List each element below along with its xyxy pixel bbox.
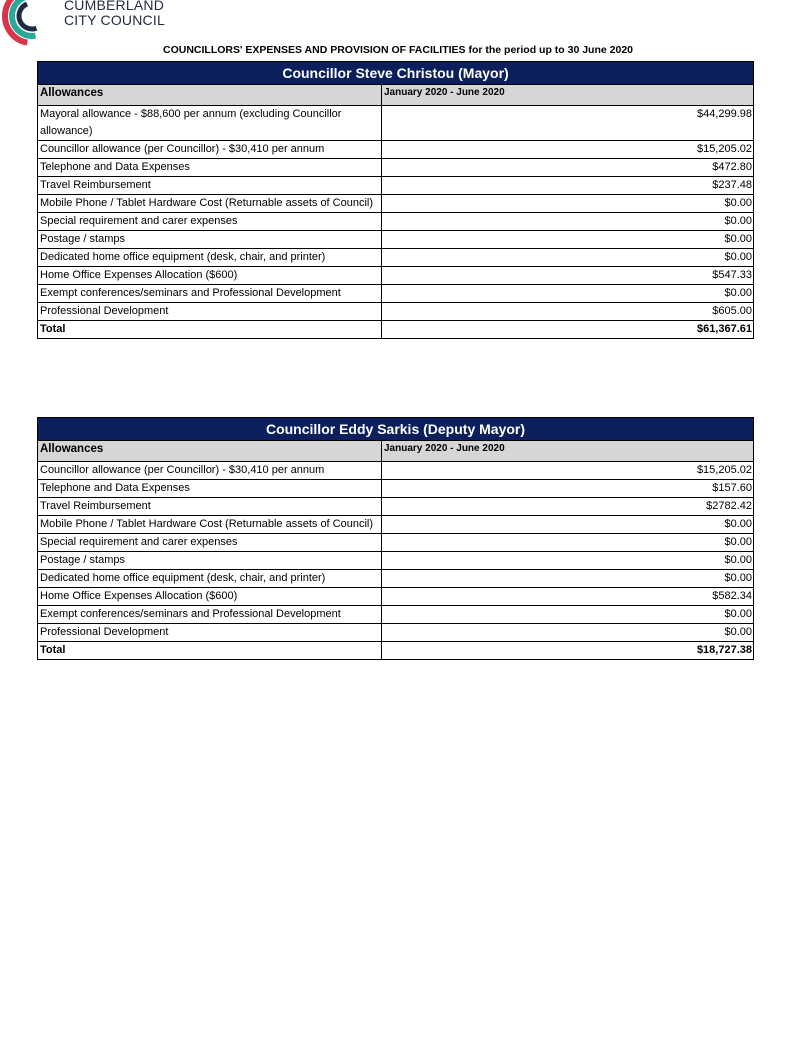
row-label: Postage / stamps <box>38 552 382 570</box>
row-label: Mobile Phone / Tablet Hardware Cost (Returnable assets of Council) <box>38 195 382 213</box>
row-label: Home Office Expenses Allocation ($600) <box>38 267 382 285</box>
table-row <box>38 285 754 303</box>
total-row <box>38 321 754 339</box>
row-label: Telephone and Data Expenses <box>38 480 382 498</box>
council-name <box>64 0 165 28</box>
column-header-allowances: Allowances <box>38 441 382 462</box>
row-label: Telephone and Data Expenses <box>38 159 382 177</box>
row-amount: $44,299.98 <box>382 106 754 141</box>
row-amount: $0.00 <box>382 534 754 552</box>
row-amount: $472.80 <box>382 159 754 177</box>
councillor-heading: Councillor Steve Christou (Mayor) <box>38 62 754 85</box>
table-row <box>38 106 754 141</box>
row-label: Special requirement and carer expenses <box>38 534 382 552</box>
section-mayor <box>37 61 753 339</box>
total-amount: $61,367.61 <box>382 321 754 339</box>
row-label: Dedicated home office equipment (desk, chair, and printer) <box>38 570 382 588</box>
row-amount: $605.00 <box>382 303 754 321</box>
expenses-table-mayor <box>37 61 754 339</box>
table-row <box>38 534 754 552</box>
row-label: Home Office Expenses Allocation ($600) <box>38 588 382 606</box>
table-row <box>38 516 754 534</box>
row-label: Exempt conferences/seminars and Professional Development <box>38 606 382 624</box>
row-label: Exempt conferences/seminars and Professional Development <box>38 285 382 303</box>
row-amount: $582.34 <box>382 588 754 606</box>
total-label: Total <box>38 642 382 660</box>
council-name-line1: CUMBERLAND <box>64 0 165 13</box>
row-amount: $157.60 <box>382 480 754 498</box>
row-amount: $0.00 <box>382 213 754 231</box>
table-row <box>38 552 754 570</box>
row-label: Professional Development <box>38 624 382 642</box>
row-amount: $2782.42 <box>382 498 754 516</box>
column-header-allowances: Allowances <box>38 85 382 106</box>
councillor-heading: Councillor Eddy Sarkis (Deputy Mayor) <box>38 418 754 441</box>
row-amount: $0.00 <box>382 624 754 642</box>
expenses-table-deputy-mayor <box>37 417 754 660</box>
document-title: COUNCILLORS' EXPENSES AND PROVISION OF FACILITIES for the period up to 30 June 2020 <box>162 44 633 56</box>
table-row <box>38 570 754 588</box>
table-row <box>38 267 754 285</box>
row-amount: $0.00 <box>382 570 754 588</box>
row-label: Travel Reimbursement <box>38 498 382 516</box>
council-name-line2: CITY COUNCIL <box>64 12 165 28</box>
table-row <box>38 480 754 498</box>
council-logo <box>0 0 170 46</box>
table-row <box>38 141 754 159</box>
table-row <box>38 606 754 624</box>
section-deputy-mayor <box>37 417 753 660</box>
row-amount: $0.00 <box>382 195 754 213</box>
council-logo-mark-icon <box>0 0 64 48</box>
row-amount: $0.00 <box>382 285 754 303</box>
row-amount: $15,205.02 <box>382 462 754 480</box>
table-row <box>38 213 754 231</box>
table-row <box>38 498 754 516</box>
column-header-period: January 2020 - June 2020 <box>382 85 754 106</box>
row-label: Mayoral allowance - $88,600 per annum (excluding Councillor allowance) <box>38 106 382 141</box>
row-label: Postage / stamps <box>38 231 382 249</box>
table-row <box>38 624 754 642</box>
row-label: Professional Development <box>38 303 382 321</box>
row-amount: $237.48 <box>382 177 754 195</box>
total-amount: $18,727.38 <box>382 642 754 660</box>
table-row <box>38 195 754 213</box>
table-row <box>38 588 754 606</box>
row-amount: $15,205.02 <box>382 141 754 159</box>
row-amount: $547.33 <box>382 267 754 285</box>
table-row <box>38 249 754 267</box>
total-label: Total <box>38 321 382 339</box>
row-amount: $0.00 <box>382 552 754 570</box>
column-header-period: January 2020 - June 2020 <box>382 441 754 462</box>
table-row <box>38 177 754 195</box>
row-label: Councillor allowance (per Councillor) - $30,410 per annum <box>38 462 382 480</box>
row-label: Travel Reimbursement <box>38 177 382 195</box>
table-row <box>38 303 754 321</box>
row-amount: $0.00 <box>382 606 754 624</box>
table-row <box>38 462 754 480</box>
row-label: Dedicated home office equipment (desk, chair, and printer) <box>38 249 382 267</box>
total-row <box>38 642 754 660</box>
table-row <box>38 231 754 249</box>
row-amount: $0.00 <box>382 249 754 267</box>
row-label: Councillor allowance (per Councillor) - $30,410 per annum <box>38 141 382 159</box>
row-label: Mobile Phone / Tablet Hardware Cost (Returnable assets of Council) <box>38 516 382 534</box>
row-label: Special requirement and carer expenses <box>38 213 382 231</box>
row-amount: $0.00 <box>382 516 754 534</box>
row-amount: $0.00 <box>382 231 754 249</box>
table-row <box>38 159 754 177</box>
